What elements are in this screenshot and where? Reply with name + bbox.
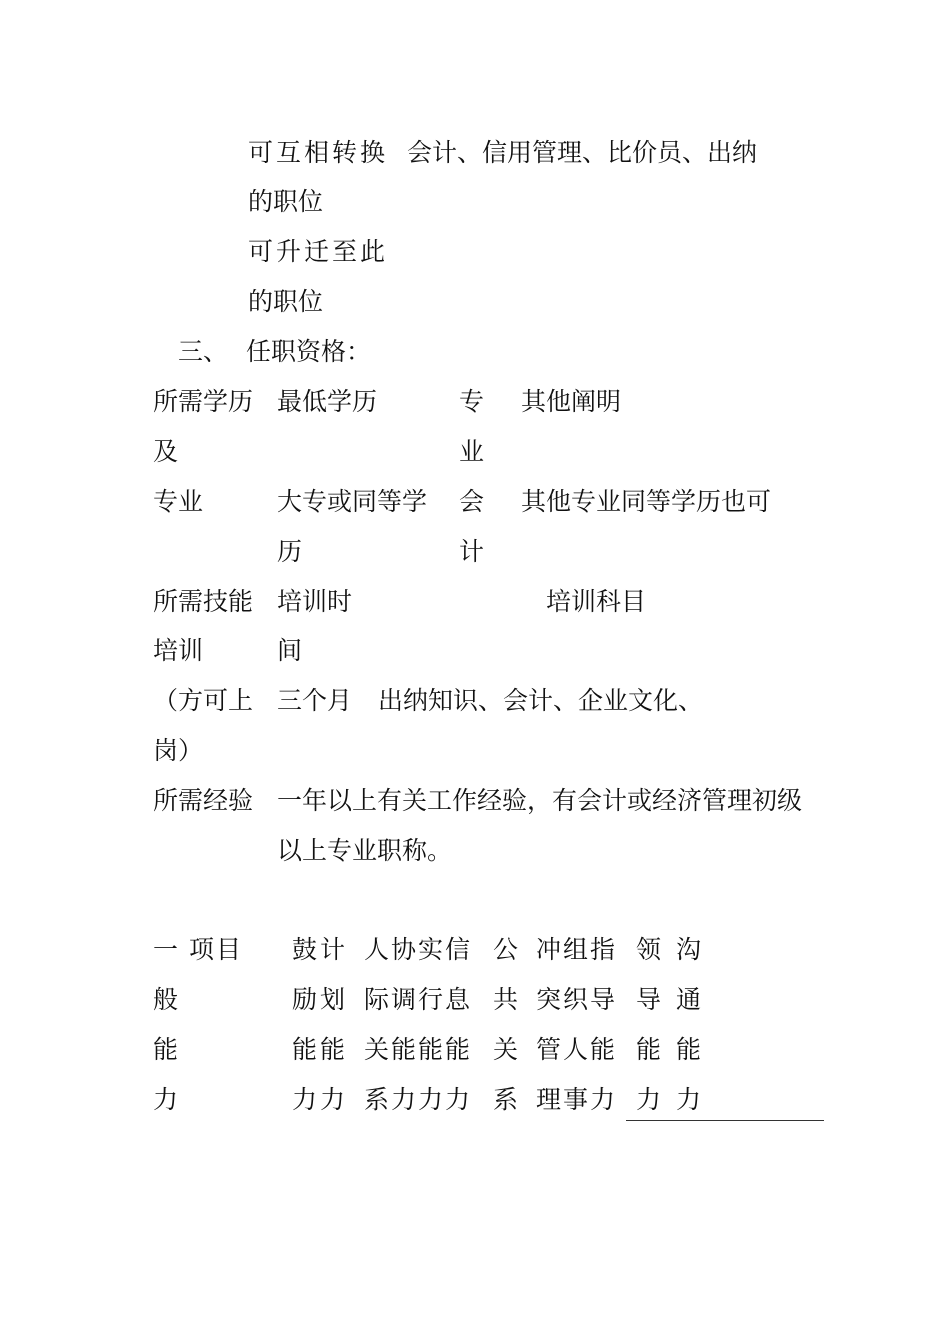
ability-motivation: 力力 <box>292 1085 349 1114</box>
major-header-cont: 业 <box>459 437 485 466</box>
major-header: 专 <box>459 387 485 416</box>
training-time-value: 三个月 <box>277 686 353 715</box>
section-number: 三、 <box>178 337 229 366</box>
ability-public-relations: 共 <box>493 985 519 1014</box>
general-ability-label-cont: 力 <box>153 1085 179 1114</box>
training-time-header-cont: 间 <box>277 636 303 665</box>
experience-label: 所需经验 <box>153 786 254 815</box>
table-bottom-rule <box>626 1120 824 1121</box>
ability-motivation: 鼓计 <box>292 935 349 964</box>
other-notes-value: 其他专业同等学历也可 <box>521 487 772 516</box>
min-education-header: 最低学历 <box>277 387 378 416</box>
ability-leadership: 领 <box>636 935 662 964</box>
min-education-value-cont: 历 <box>277 537 303 566</box>
ability-communication: 力 <box>676 1085 702 1114</box>
training-subject-value: 出纳知识、会计、企业文化、 <box>378 686 704 715</box>
ability-public-relations: 公 <box>493 935 519 964</box>
ability-conflict-management: 冲组指 <box>536 935 618 964</box>
min-education-value: 大专或同等学 <box>277 487 428 516</box>
ability-coordination: 际调行息 <box>364 985 473 1014</box>
ability-leadership: 力 <box>636 1085 662 1114</box>
experience-value: 一年以上有关工作经验，有会计或经济管理初级 <box>277 786 803 815</box>
education-label-major: 专业 <box>153 487 204 516</box>
education-label: 所需学历 <box>153 387 254 416</box>
ability-coordination: 系力力力 <box>364 1085 473 1114</box>
ability-coordination: 关能能能 <box>364 1035 473 1064</box>
training-label-note: （方可上 <box>153 686 254 715</box>
general-ability-label-cont: 能 <box>153 1035 179 1064</box>
promotable-positions-label: 可升迁至此 <box>248 237 389 266</box>
training-time-header: 培训时 <box>277 587 353 616</box>
promotable-positions-label-cont: 的职位 <box>248 287 324 316</box>
training-label-note-cont: 岗） <box>153 736 204 765</box>
item-header: 项目 <box>189 935 244 964</box>
ability-motivation: 能能 <box>292 1035 349 1064</box>
ability-motivation: 励划 <box>292 985 349 1014</box>
ability-leadership: 导 <box>636 985 662 1014</box>
training-subject-header: 培训科目 <box>546 587 647 616</box>
ability-leadership: 能 <box>636 1035 662 1064</box>
ability-conflict-management: 管人能 <box>536 1035 618 1064</box>
experience-value-cont: 以上专业职称。 <box>277 836 453 865</box>
general-ability-label-cont: 般 <box>153 985 179 1014</box>
training-label-cont: 培训 <box>153 636 204 665</box>
ability-communication: 能 <box>676 1035 702 1064</box>
general-ability-label: 一 <box>153 935 179 964</box>
ability-conflict-management: 突织导 <box>536 985 618 1014</box>
ability-public-relations: 系 <box>493 1085 519 1114</box>
other-notes-header: 其他阐明 <box>521 387 622 416</box>
convertible-positions-label-cont: 的职位 <box>248 187 324 216</box>
ability-conflict-management: 理事力 <box>536 1085 618 1114</box>
ability-communication: 通 <box>676 985 702 1014</box>
major-value-cont: 计 <box>459 537 485 566</box>
ability-coordination: 人协实信 <box>364 935 473 964</box>
convertible-positions-label: 可互相转换 <box>248 138 389 167</box>
convertible-positions-value: 会计、信用管理、比价员、出纳 <box>407 138 758 167</box>
ability-communication: 沟 <box>676 935 702 964</box>
education-label-cont: 及 <box>153 437 179 466</box>
major-value: 会 <box>459 487 485 516</box>
ability-public-relations: 关 <box>493 1035 519 1064</box>
training-label: 所需技能 <box>153 587 254 616</box>
section-title: 任职资格： <box>246 337 372 366</box>
